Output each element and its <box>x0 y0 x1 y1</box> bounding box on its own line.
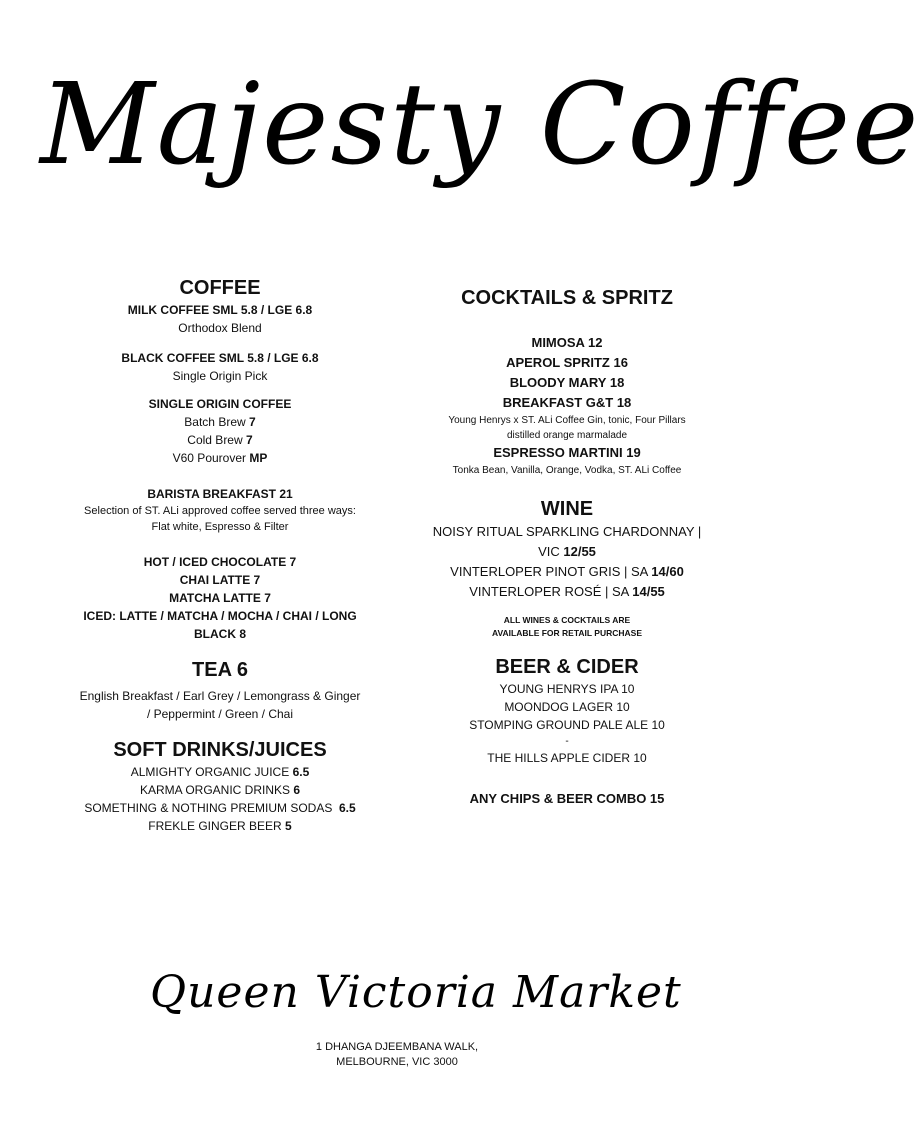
item-price: 5 <box>285 819 292 833</box>
item-price: 6.5 <box>292 765 310 779</box>
menu-item-bloody-mary: BLOODY MARY 18 <box>509 375 625 390</box>
list-item <box>60 799 380 817</box>
milk-coffee-title: MILK COFFEE SML 5.8 / LGE 6.8 <box>127 303 313 317</box>
tea-line-1: English Breakfast / Earl Grey / Lemongrass & Ginger <box>79 689 361 703</box>
item-name: VIC <box>538 544 560 559</box>
wine-heading: WINE <box>540 498 594 520</box>
list-item: MOONDOG LAGER 10 <box>504 700 630 714</box>
chips-beer-combo: ANY CHIPS & BEER COMBO 15 <box>469 791 665 806</box>
barista-desc-1: Selection of ST. ALi approved coffee served three ways: <box>84 505 356 517</box>
coffee-heading: COFFEE <box>179 277 261 299</box>
wine-1-line-1: NOISY RITUAL SPARKLING CHARDONNAY | <box>432 524 702 539</box>
menu-item-iced: ICED: LATTE / MATCHA / MOCHA / CHAI / LONG <box>83 609 357 623</box>
milk-coffee-sub: Orthodox Blend <box>178 321 262 335</box>
menu-item-breakfast-gnt: BREAKFAST G&T 18 <box>502 395 632 410</box>
list-item <box>60 431 380 449</box>
item-price: 6 <box>293 783 301 797</box>
soft-drinks-heading: SOFT DRINKS/JUICES <box>113 739 327 761</box>
tea-heading: TEA 6 <box>192 659 248 681</box>
list-item: STOMPING GROUND PALE ALE 10 <box>469 718 665 732</box>
item-name: VINTERLOPER PINOT GRIS | SA <box>450 564 648 579</box>
item-name: FREKLE GINGER BEER <box>148 819 282 833</box>
menu-item-aperol: APEROL SPRITZ 16 <box>506 355 628 370</box>
item-price: 6.5 <box>339 801 356 815</box>
cocktails-heading: COCKTAILS & SPRITZ <box>461 287 673 309</box>
list-item <box>60 817 380 835</box>
single-origin-title: SINGLE ORIGIN COFFEE <box>148 397 292 411</box>
address-line-2: MELBOURNE, VIC 3000 <box>336 1056 458 1068</box>
list-item: YOUNG HENRYS IPA 10 <box>499 682 635 696</box>
item-price: 12/55 <box>563 544 596 559</box>
menu-item-matcha-latte: MATCHA LATTE 7 <box>169 591 271 605</box>
gnt-desc-2: distilled orange marmalade <box>506 430 628 441</box>
list-item <box>60 449 380 467</box>
menu-item-chai-latte: CHAI LATTE 7 <box>179 573 261 587</box>
item-name: ALMIGHTY ORGANIC JUICE <box>130 765 290 779</box>
item-name: Batch Brew <box>184 415 246 429</box>
queen-victoria-market-logo <box>150 958 682 1028</box>
tea-line-2: / Peppermint / Green / Chai <box>146 707 294 721</box>
item-name: VINTERLOPER ROSÉ | SA <box>469 584 629 599</box>
item-name: SOMETHING & NOTHING PREMIUM SODAS <box>84 801 333 815</box>
item-name: V60 Pourover <box>172 451 247 465</box>
list-item <box>410 582 724 602</box>
menu-item-espresso-martini: ESPRESSO MARTINI 19 <box>493 445 641 460</box>
black-coffee-sub: Single Origin Pick <box>172 369 268 383</box>
wine-note-1: ALL WINES & COCKTAILS ARE <box>503 615 631 625</box>
item-price: MP <box>249 451 268 465</box>
wine-note-2: AVAILABLE FOR RETAIL PURCHASE <box>491 628 642 638</box>
black-coffee-title: BLACK COFFEE SML 5.8 / LGE 6.8 <box>121 351 319 365</box>
address-line-1: 1 DHANGA DJEEMBANA WALK, <box>315 1041 479 1053</box>
list-item <box>60 763 380 781</box>
menu-item-hot-chocolate: HOT / ICED CHOCOLATE 7 <box>143 555 297 569</box>
item-price: 14/60 <box>651 564 684 579</box>
list-item <box>60 413 380 431</box>
address <box>250 1040 544 1070</box>
right-column <box>410 285 724 809</box>
list-divider: - <box>565 736 569 747</box>
item-name: KARMA ORGANIC DRINKS <box>139 783 290 797</box>
barista-desc-2: Flat white, Espresso & Filter <box>151 521 289 533</box>
beer-heading: BEER & CIDER <box>495 656 639 678</box>
item-name: Cold Brew <box>187 433 243 447</box>
logo-text: Majesty Coffee <box>40 60 920 190</box>
majesty-coffee-logo <box>40 30 920 220</box>
item-price: 14/55 <box>632 584 665 599</box>
list-item <box>410 542 724 562</box>
martini-desc: Tonka Bean, Vanilla, Orange, Vodka, ST. ALi Coffee <box>452 465 682 476</box>
gnt-desc-1: Young Henrys x ST. ALi Coffee Gin, tonic, Four Pillars <box>448 415 686 426</box>
menu-item-iced-price: BLACK 8 <box>193 627 246 641</box>
menu-item-mimosa: MIMOSA 12 <box>531 335 603 350</box>
item-price: 7 <box>249 415 256 429</box>
left-column <box>60 275 380 835</box>
list-item <box>410 562 724 582</box>
item-price: 7 <box>246 433 253 447</box>
list-item <box>60 781 380 799</box>
barista-breakfast-title: BARISTA BREAKFAST 21 <box>147 487 293 501</box>
list-item: THE HILLS APPLE CIDER 10 <box>487 751 647 765</box>
script-logo-text: Queen Victoria Market <box>150 967 682 1018</box>
